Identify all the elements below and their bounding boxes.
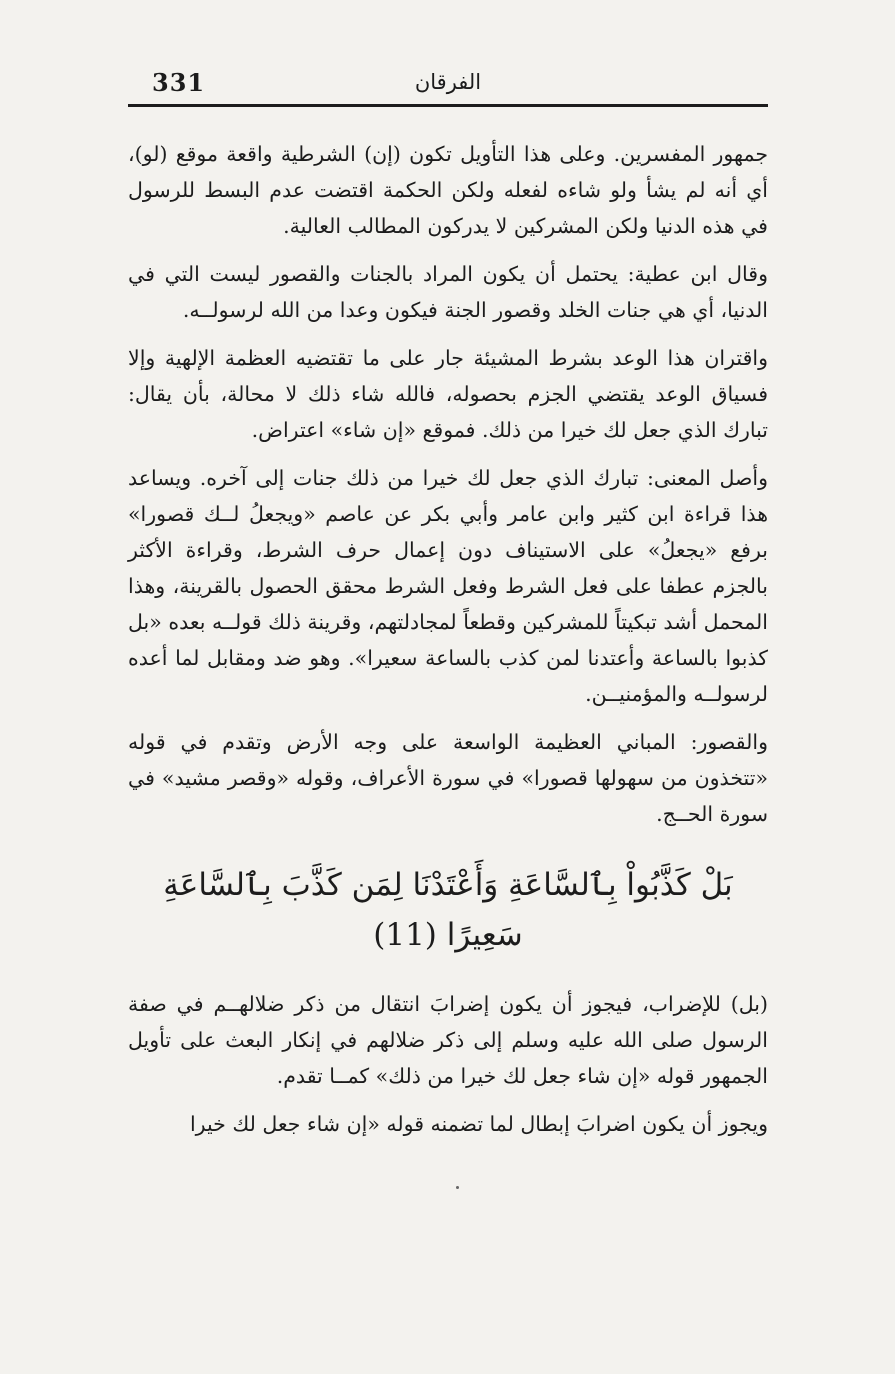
paragraph-1: جمهور المفسرين. وعلى هذا التأويل تكون (إن) الشرطية واقعة موقع (لو)، أي أنه لم يشأ ولو شاءه لفعله ولكن الحكمة اقتضت عدم البسط للرسول في هذه الدنيا ولكن المشركين لا يدركون المطالب العالية. (128, 142, 768, 238)
running-title: الفرقان (414, 70, 482, 94)
paragraph-7: ويجوز أن يكون اضرابَ إبطال لما تضمنه قوله «إن شاء جعل لك خيرا (189, 1112, 768, 1136)
quran-verse: بَلْ كَذَّبُواْ بِٱلسَّاعَةِ وَأَعْتَدْنَا لِمَن كَذَّبَ بِٱلسَّاعَةِ سَعِيرًا (11) (163, 867, 733, 953)
paragraph-2: وقال ابن عطية: يحتمل أن يكون المراد بالجنات والقصور ليست التي في الدنيا، أي هي جنات الخلد وقصور الجنة فيكون وعدا من الله لرسولــه. (128, 262, 768, 322)
page-header (128, 62, 768, 106)
footer-dot (456, 1186, 459, 1189)
page-number: 331 (152, 68, 206, 97)
paragraph-3: واقتران هذا الوعد بشرط المشيئة جار على ما تقتضيه العظمة الإلهية وإلا فسياق الوعد يقتضي الجزم بحصوله، فالله شاء ذلك لا محالة، بأن يقال: تبارك الذي جعل لك خيرا من ذلك. فموقع «إن شاء» اعتراض. (128, 346, 768, 442)
paragraph-5: والقصور: المباني العظيمة الواسعة على وجه الأرض وتقدم في قوله «تتخذون من سهولها قصورا» في سورة الأعراف، وقوله «وقصر مشيد» في سورة الحــج. (128, 730, 768, 826)
paragraph-4: وأصل المعنى: تبارك الذي جعل لك خيرا من ذلك جنات إلى آخره. ويساعد هذا قراءة ابن كثير وابن عامر وأبي بكر عن عاصم «ويجعلُ لــك قصورا» برفع «يجعلُ» على الاستيناف دون إعمال حرف الشرط، وقراءة الأكثر بالجزم عطفا على فعل الشرط وفعل الشرط محقق الحصول بالقرينة، وهذا المحمل أشد تبكيتاً للمشركين وقطعاً لمجادلتهم، وقرينة ذلك قولــه بعده «بل كذبوا بالساعة وأعتدنا لمن كذب بالساعة سعيرا». وهو ضد ومقابل لما أعده لرسولــه والمؤمنيــن. (128, 466, 768, 706)
body-text (128, 136, 768, 1142)
paragraph-6: (بل) للإضراب، فيجوز أن يكون إضرابَ انتقال من ذكر ضلالهــم في صفة الرسول صلى الله عليه وسلم إلى ذكر ضلالهم في إنكار البعث على تأويل الجمهور قوله «إن شاء جعل لك خيرا من ذلك» كمــا تقدم. (128, 992, 768, 1088)
header-rule (128, 104, 768, 107)
